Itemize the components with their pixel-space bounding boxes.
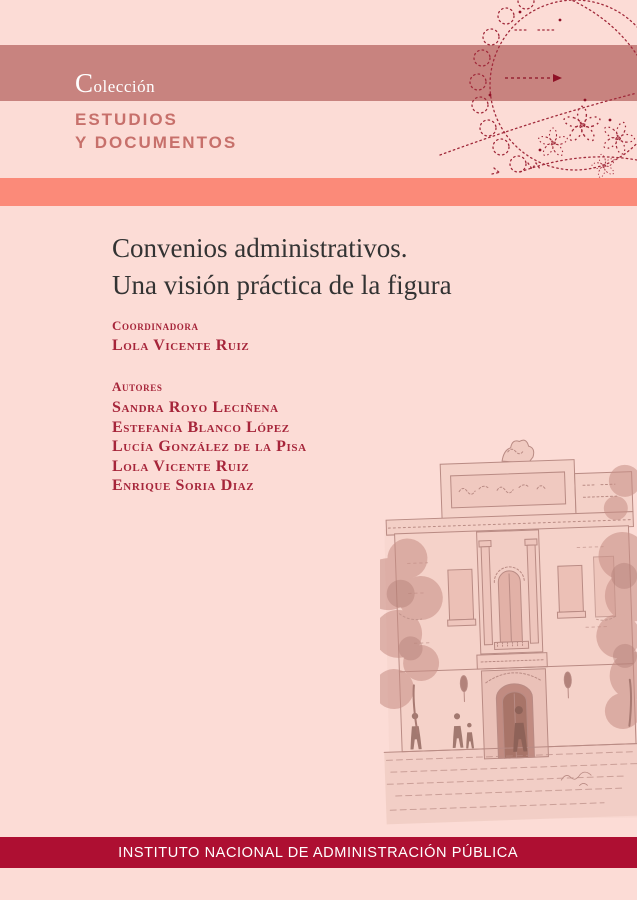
series-line2: Y DOCUMENTOS	[75, 133, 238, 152]
coordinator-label: Coordinadora	[112, 318, 199, 333]
publisher-name: INSTITUTO NACIONAL DE ADMINISTRACIÓN PÚBLICA	[118, 844, 519, 861]
author-name: Enrique Soria Diaz	[112, 477, 255, 494]
publisher-band	[0, 837, 637, 868]
authors-label: Autores	[112, 379, 163, 394]
author-name: Lola Vicente Ruiz	[112, 457, 250, 475]
author-name: Estefanía Blanco López	[112, 418, 290, 436]
author-name: Sandra Royo Leciñena	[112, 399, 279, 416]
author-name: Lucía González de la Pisa	[112, 438, 307, 455]
series-title	[75, 108, 237, 154]
book-title-line1: Convenios administrativos.	[112, 233, 408, 263]
dotted-wreath-ornament-icon	[420, 0, 637, 195]
book-title	[112, 230, 452, 304]
collection-label: Colección	[75, 68, 156, 98]
series-line1: ESTUDIOS	[75, 110, 178, 129]
coordinator-name: Lola Vicente Ruiz	[112, 337, 250, 354]
inap-building-sketch	[380, 430, 637, 830]
authors-list	[112, 398, 307, 496]
book-title-line2: Una visión práctica de la figura	[112, 270, 452, 300]
